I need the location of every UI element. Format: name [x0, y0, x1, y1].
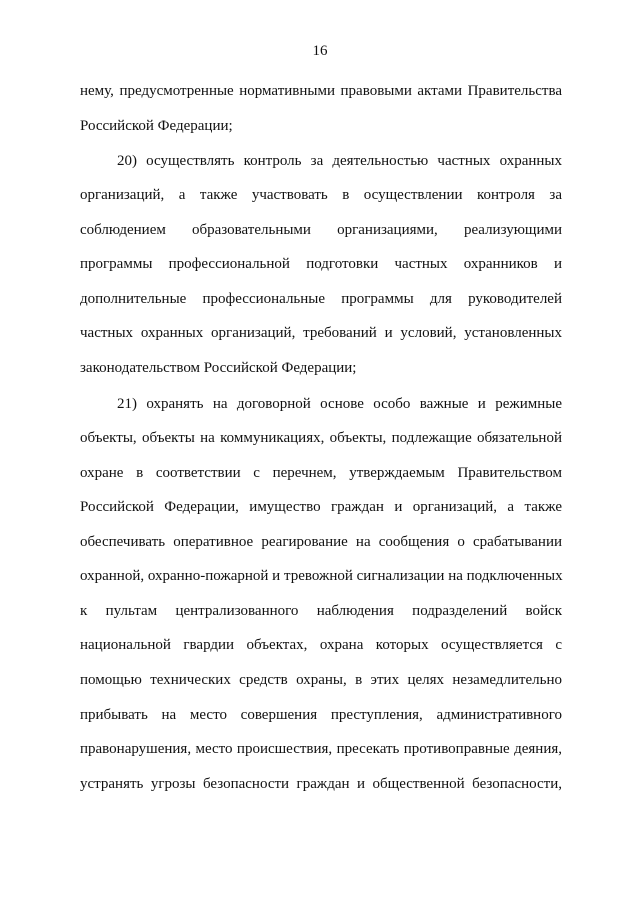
- text-line: прибывать на место совершения преступления, административного: [80, 707, 562, 723]
- text-line: соблюдением образовательными организациями, реализующими: [80, 222, 562, 238]
- page-number: 16: [312, 43, 328, 59]
- text-line: 20) осуществлять контроль за деятельностью частных охранных: [117, 153, 562, 169]
- text-line: программы профессиональной подготовки частных охранников и: [80, 256, 562, 272]
- text-line: объекты, объекты на коммуникациях, объекты, подлежащие обязательной: [80, 430, 562, 446]
- text-line: национальной гвардии объектах, охрана которых осуществляется с: [80, 637, 562, 653]
- text-line: Российской Федерации, имущество граждан и организаций, а также: [80, 499, 562, 515]
- text-line: нему, предусмотренные нормативными правовыми актами Правительства: [80, 83, 562, 99]
- text-line: законодательством Российской Федерации;: [80, 360, 357, 376]
- text-line: охране в соответствии с перечнем, утверждаемым Правительством: [80, 465, 562, 481]
- text-line: Российской Федерации;: [80, 118, 233, 134]
- text-line: помощью технических средств охраны, в этих целях незамедлительно: [80, 672, 562, 688]
- text-line: охранной, охранно-пожарной и тревожной сигнализации на подключенных: [80, 568, 563, 584]
- text-line: дополнительные профессиональные программы для руководителей: [80, 291, 562, 307]
- text-line: к пультам централизованного наблюдения подразделений войск: [80, 603, 562, 619]
- text-line: обеспечивать оперативное реагирование на сообщения о срабатывании: [80, 534, 562, 550]
- text-line: 21) охранять на договорной основе особо важные и режимные: [117, 396, 562, 412]
- text-line: организаций, а также участвовать в осуществлении контроля за: [80, 187, 562, 203]
- text-line: устранять угрозы безопасности граждан и общественной безопасности,: [80, 776, 562, 792]
- text-line: частных охранных организаций, требований и условий, установленных: [80, 325, 562, 341]
- text-line: правонарушения, место происшествия, пресекать противоправные деяния,: [80, 741, 562, 757]
